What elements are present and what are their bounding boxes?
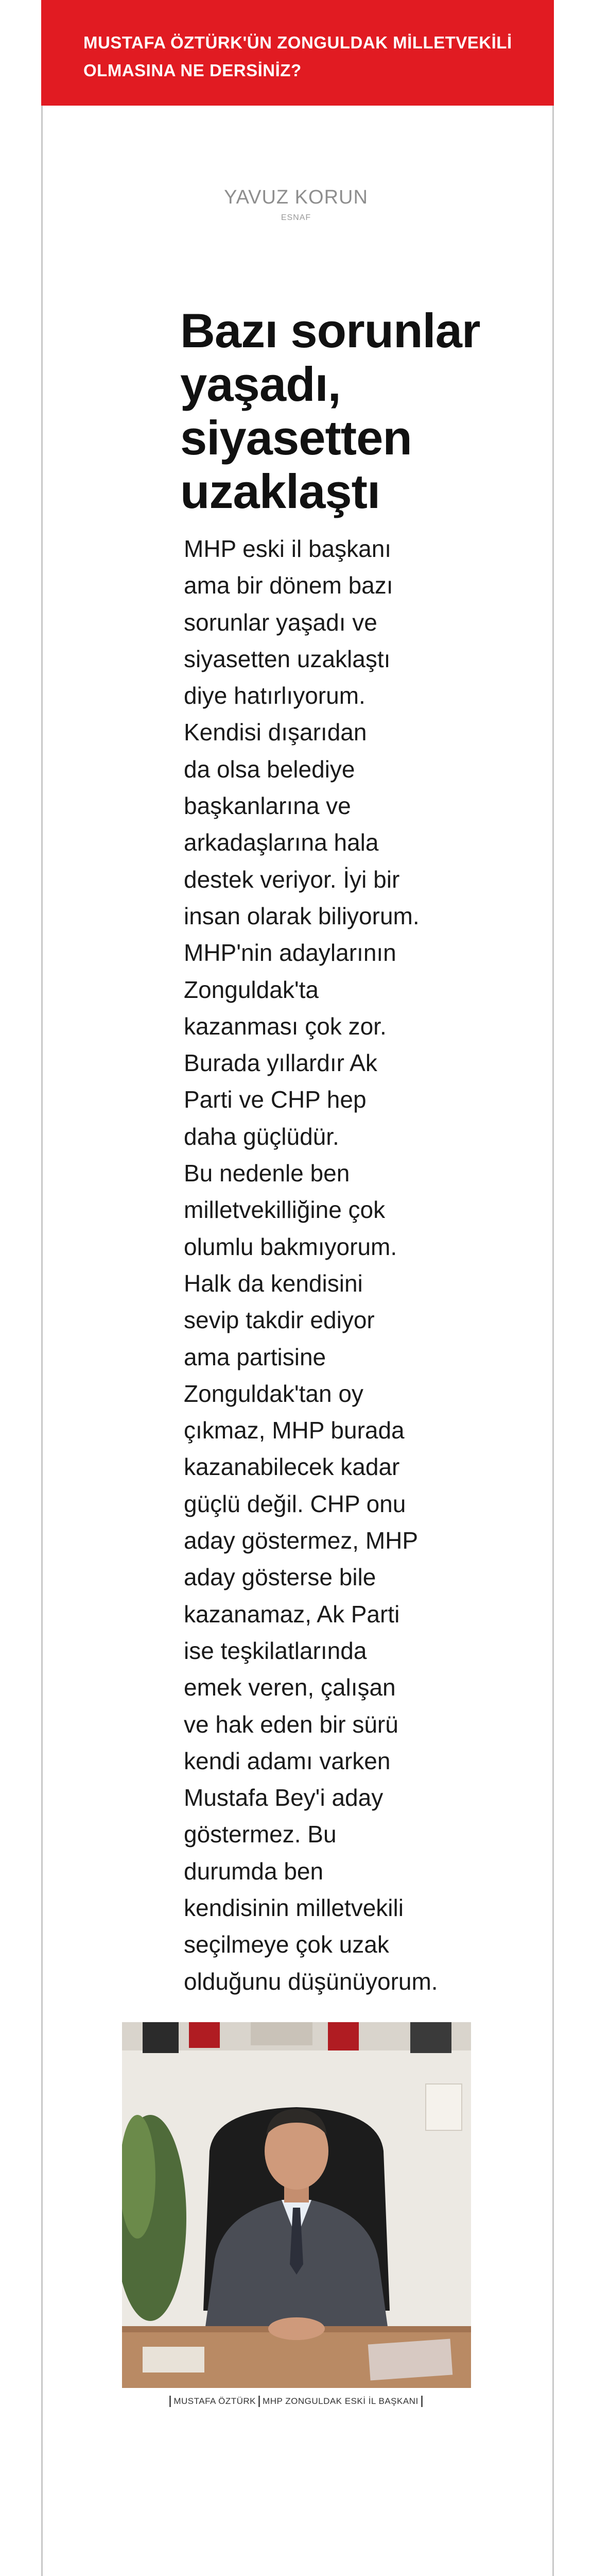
body-line: siyasetten uzaklaştı <box>184 645 391 672</box>
caption-separator <box>169 2396 171 2407</box>
body-line: göstermez. Bu <box>184 1821 337 1848</box>
body-line: ama bir dönem bazı <box>184 572 393 599</box>
body-line: kazanması çok zor. <box>184 1012 387 1040</box>
headline-line: Bazı sorunlar <box>180 303 480 358</box>
body-line: ve hak eden bir sürü <box>184 1710 398 1738</box>
caption-name: MUSTAFA ÖZTÜRK <box>173 2396 256 2406</box>
body-line: olduğunu düşünüyorum. <box>184 1968 438 1995</box>
body-line: güçlü değil. CHP onu <box>184 1490 406 1517</box>
headline-line: yaşadı, <box>180 357 341 411</box>
headline-line: uzaklaştı <box>180 464 380 518</box>
body-line: da olsa belediye <box>184 755 355 783</box>
body-line: seçilmeye çok uzak <box>184 1931 389 1958</box>
body-line: sevip takdir ediyor <box>184 1307 375 1334</box>
caption-separator <box>421 2396 423 2407</box>
caption-separator <box>258 2396 260 2407</box>
body-line: kazanabilecek kadar <box>184 1453 400 1481</box>
portrait-photo <box>122 2022 471 2388</box>
body-line: kazanamaz, Ak Parti <box>184 1600 400 1628</box>
body-line: milletvekilliğine çok <box>184 1196 386 1224</box>
body-line: aday göstermez, MHP <box>184 1527 419 1554</box>
body-line: Bu nedenle ben <box>184 1160 350 1187</box>
portrait-illustration <box>122 2022 471 2388</box>
headline-line: siyasetten <box>180 411 412 465</box>
body-line: ise teşkilatlarında <box>184 1637 367 1664</box>
body-line: Burada yıllardır Ak <box>184 1049 377 1077</box>
body-line: Kendisi dışarıdan <box>184 719 367 746</box>
body-line: MHP eski il başkanı <box>184 535 392 562</box>
body-line: sorunlar yaşadı ve <box>184 608 377 636</box>
body-line: kendisinin milletvekili <box>184 1894 404 1921</box>
body-line: kendi adamı varken <box>184 1747 391 1774</box>
body-line: insan olarak biliyorum. <box>184 902 420 929</box>
body-line: Parti ve CHP hep <box>184 1086 367 1113</box>
caption-role: MHP ZONGULDAK ESKİ İL BAŞKANI <box>263 2396 419 2406</box>
body-line: Zonguldak'ta <box>184 976 319 1003</box>
body-line: başkanlarına ve <box>184 792 351 820</box>
photo-caption <box>0 2396 592 2407</box>
article-body <box>184 531 438 2000</box>
body-line: Mustafa Bey'i aday <box>184 1784 384 1811</box>
body-line: Zonguldak'tan oy <box>184 1380 363 1407</box>
question-text <box>83 29 547 84</box>
body-line: daha güçlüdür. <box>184 1123 339 1150</box>
article-headline <box>180 304 541 518</box>
body-line: ama partisine <box>184 1343 326 1370</box>
body-line: Halk da kendisini <box>184 1269 363 1297</box>
question-line-1: MUSTAFA ÖZTÜRK'ÜN ZONGULDAK MİLLETVEKİLİ <box>83 33 512 52</box>
body-line: MHP'nin adaylarının <box>184 939 396 967</box>
body-line: emek veren, çalışan <box>184 1674 396 1701</box>
author-title: ESNAF <box>281 213 311 222</box>
body-line: destek veriyor. İyi bir <box>184 866 400 893</box>
body-line: aday gösterse bile <box>184 1564 376 1591</box>
body-line: durumda ben <box>184 1857 324 1885</box>
body-line: diye hatırlıyorum. <box>184 682 365 709</box>
body-line: çıkmaz, MHP burada <box>184 1417 405 1444</box>
body-line: olumlu bakmıyorum. <box>184 1233 397 1260</box>
author-name: YAVUZ KORUN <box>224 187 368 208</box>
question-line-2: OLMASINA NE DERSİNİZ? <box>83 61 302 80</box>
body-line: arkadaşlarına hala <box>184 829 379 856</box>
